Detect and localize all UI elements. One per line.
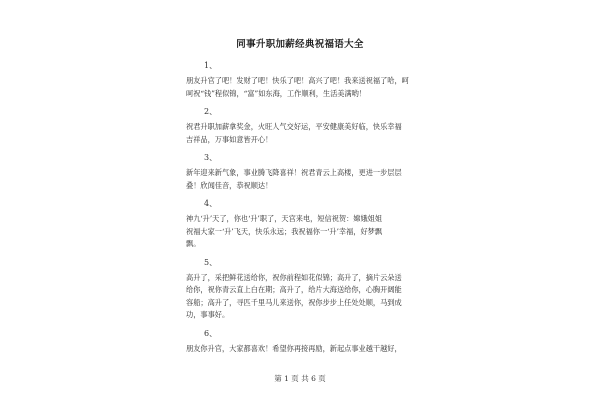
- section-paragraph: [186, 121, 418, 146]
- section-paragraph: [186, 75, 418, 100]
- section-number: 2、: [204, 107, 218, 116]
- section-paragraph: [186, 272, 418, 322]
- paragraph-line: 叠！欣闻佳音，恭祝顺达！: [186, 180, 273, 190]
- section-number: 5、: [204, 257, 218, 267]
- paragraph-line: 呵祝“钱”程似锦，“富”如东海，工作顺利，生活美满哟！: [186, 88, 367, 98]
- section-paragraph: [186, 213, 418, 251]
- paragraph-line: 功，事事好。: [186, 310, 230, 319]
- section-paragraph: [186, 343, 418, 356]
- section-number: 6、: [204, 328, 218, 338]
- page-number-footer: 第 1 页 共 6 页: [274, 374, 326, 383]
- blessing-section: [186, 328, 418, 356]
- document-title: 同事升职加薪经典祝福语大全: [236, 39, 364, 50]
- paragraph-line: 飘。: [186, 239, 201, 248]
- section-number: 1、: [204, 61, 218, 70]
- blessing-section: [186, 106, 418, 146]
- blessing-section: [186, 152, 418, 192]
- blessing-section: [186, 257, 418, 322]
- section-number: 4、: [204, 199, 218, 208]
- paragraph-line: 新年迎来新气象，事业腾飞降喜祥！祝君青云上高楼，更进一步层层: [186, 168, 402, 177]
- paragraph-line: 祝君升职加薪拿奖金，火旺人气交好运，平安健康美好临，快乐幸福: [186, 122, 402, 131]
- paragraph-line: 神九‘升’天了，你也‘升’职了，天宫来电，短信祝贺：嫦娥姐姐: [186, 214, 383, 223]
- paragraph-line: 给你，祝你青云直上白在期；高升了，给片大海送给你，心胸开阔能: [186, 285, 402, 294]
- paragraph-line: 朋友你升官，大家都喜欢！希望你再接再励，新起点事业越干越好，: [186, 343, 402, 353]
- paragraph-line: 容船；高升了，寻匹千里马儿来送你，祝你步步上任处处顺，马到成: [186, 297, 402, 307]
- section-paragraph: [186, 167, 418, 192]
- blessing-section: [186, 60, 418, 100]
- paragraph-line: 高升了，采把鲜花送给你，祝你前程如花似锦；高升了，摘片云朵送: [186, 272, 402, 282]
- paragraph-line: 吉祥品，万事如意皆开心！: [186, 134, 273, 144]
- blessing-section: [186, 198, 418, 251]
- paragraph-line: 祝福大家一‘升’飞天，快乐永远；我祝福你一‘升’幸福，好梦飘: [186, 226, 383, 236]
- paragraph-line: 朋友升官了吧！发财了吧！快乐了吧！高兴了吧！我来送祝福了哈，呵: [186, 76, 409, 85]
- section-number: 3、: [204, 153, 218, 162]
- document-body: [186, 54, 418, 355]
